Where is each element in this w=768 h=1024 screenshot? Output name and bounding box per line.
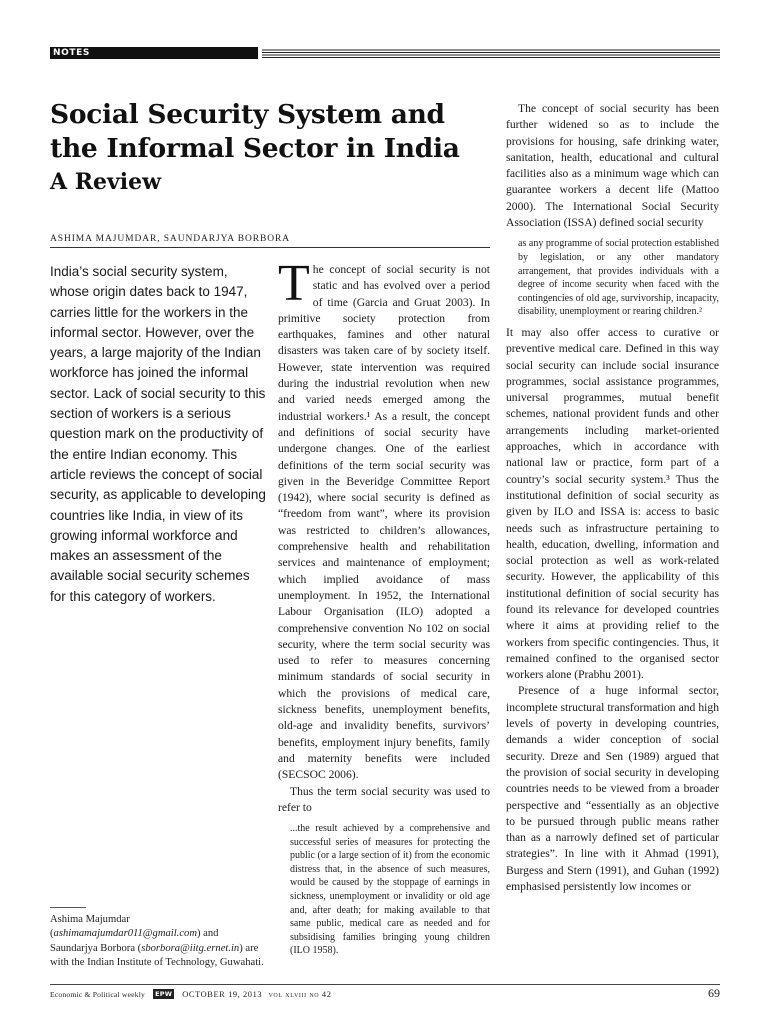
section-tag: NOTES [50, 47, 258, 59]
issue-volume: vol xlviii no 42 [268, 990, 332, 999]
article-title: Social Security System and the Informal Sector in India [50, 99, 460, 164]
column2-paragraph-2: Thus the term social security was used to refer to [278, 784, 490, 814]
affiliation-text-3: ) are with the Indian Institute of Technology, Guwahati. [50, 942, 264, 969]
author-email-2: sborbora@iitg.ernet.in [141, 942, 240, 954]
affiliation-text-2: ) and Saundarjya Borbora ( [50, 928, 219, 954]
header-hatch-decoration [262, 48, 720, 58]
body-column-3 [506, 101, 719, 895]
drop-cap: T [278, 255, 310, 312]
authors-divider [50, 247, 490, 248]
section-header-bar [50, 47, 720, 59]
column3-paragraph-2: It may also offer access to curative or preventive medical care. Defined in this way social security can include social insurance programmes, social assistance programmes, universal programmes, mutual benefit schemes, national provident funds and other arrangements including market-oriented approaches, which in accordance with national law or practice, form part of a country’s social security system.³ Thus the institutional definition of social security as given by ILO and ISSA is: access to basic needs such as infrastructure pertaining to health, education, dwelling, information and social protection as well as work-related security. However, the applicability of this institutional definition of social security has found its relevance for developed countries where it aims at providing relief to the workers from specific contingencies. Thus, it remained confined to the organised sector workers alone (Prabhu 2001). [506, 325, 719, 682]
body-column-2 [278, 255, 490, 964]
affiliation-divider [50, 907, 86, 908]
column2-paragraph-1-text: he concept of social security is not static and has evolved over a period of time (Garcia and Gruat 2003). In primitive society protection from earthquakes, famines and other natural disasters was taken care of by society itself. However, state intervention was required during the industrial revolution when new and varied needs emerged among the industrial workers.¹ As a result, the concept and definitions of social security have undergone changes. One of the earliest definitions of the term social security was given in the Beveridge Committee Report (1942), where social security is defined as “freedom from want”, where its provision was restricted to children’s allowances, comprehensive health and rehabilitation services and maintenance of employment; which implied avoidance of mass unemployment. In 1952, the International Labour Organisation (ILO) adopted a comprehensive convention No 102 on social security, where the term social security was used to refer to measures concerning minimum standards of social security in which the provisions of medical care, sickness benefits, unemployment benefits, old-age and invalidity benefits, survivors’ benefits, employment injury benefits, family and maternity benefits were included (SECSOC 2006). [278, 263, 490, 782]
article-abstract: India’s social security system, whose origin dates back to 1947, carries little for the workers in the informal sector. However, over the years, a large majority of the Indian workforce has joined the informal sector. Lack of social security to this section of workers is a serious question mark on the productivity of the entire Indian economy. This article reviews the concept of social security, as applicable to developing countries like India, in view of its growing informal workforce and makes an assessment of the available social security schemes for this category of workers. [50, 264, 266, 604]
column3-paragraph-3: Presence of a huge informal sector, incomplete structural transformation and high levels of poverty in developing countries, demands a wider conception of social security. Dreze and Sen (1989) argued that the provision of social security in developing countries needs to be viewed from a broader perspective and “essentially as an objective to be pursued through public means rather than as a narrowly defined set of particular strategies”. In line with it Ahmad (1991), Burgess and Stern (1991), and Guhan (1992) emphasised persistently low incomes or [506, 684, 719, 894]
column3-block-quote: as any programme of social protection established by legislation, or any other mandatory arrangement, that provides individuals with a degree of income security when faced with the contingencies of old age, survivorship, incapacity, disability, unemployment or rearing children.² [518, 238, 719, 318]
affiliation-text-1: Ashima Majumdar ( [50, 914, 130, 940]
footer-journal-info [50, 989, 332, 999]
page-number: 69 [708, 986, 720, 1000]
footer-divider [50, 984, 720, 985]
issue-date: OCTOBER 19, 2013 [182, 990, 263, 999]
author-affiliation [50, 913, 266, 971]
article-subtitle: A Review [50, 169, 162, 195]
column2-block-quote: ...the result achieved by a comprehensive and successful series of measures for protecting the public (or a large section of it) from the economic distress that, in the absence of such measures, would be caused by the stoppage of earnings in sickness, unemployment or invalidity or old age and, after death; for making available to that same public, medical care as needed and for subsidising families bringing young children (ILO 1958). [290, 823, 490, 957]
column2-paragraph-1 [278, 255, 490, 784]
column3-paragraph-1: The concept of social security has been further widened so as to include the provisions for housing, safe drinking water, sanitation, health, educational and cultural facilities also as a minimum wage which can guarantee workers a decent life (Mattoo 2000). The International Social Security Association (ISSA) defined social security [506, 102, 719, 230]
epw-logo: EPW [155, 990, 173, 998]
journal-name: Economic & Political weekly [50, 990, 146, 999]
article-authors: ASHIMA MAJUMDAR, SAUNDARJYA BORBORA [50, 234, 291, 244]
author-email-1: ashimamajumdar011@gmail.com [53, 928, 197, 940]
